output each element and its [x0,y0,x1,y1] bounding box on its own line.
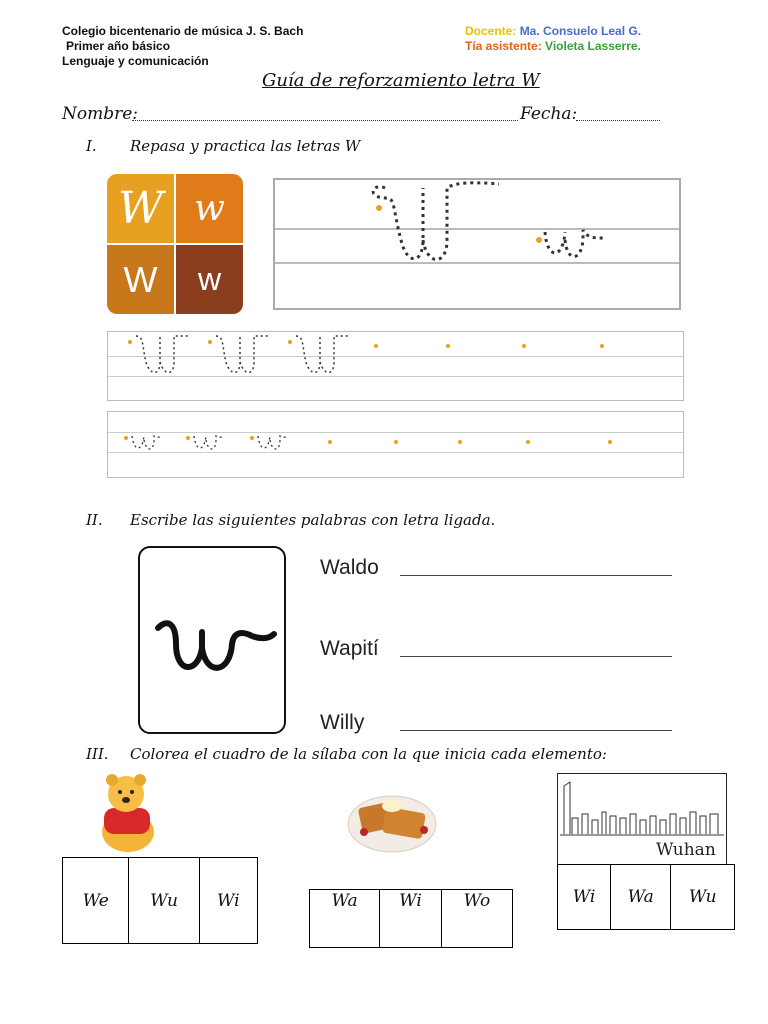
tile-uppercase-cursive: W [107,174,174,243]
practice-strip-lowercase[interactable] [107,411,684,478]
syllable-option[interactable]: Wu [129,858,199,944]
teacher-name: Ma. Consuelo Leal G. [519,24,642,38]
tile-lowercase-cursive: w [176,174,243,243]
grade: Primer año básico [66,39,171,53]
date-line[interactable] [576,120,660,121]
letter-tiles [107,174,243,314]
word-wapiti: Wapití [320,637,379,660]
section-one-number: I. [86,137,97,155]
worksheet-title: Guía de reforzamiento letra W [262,70,540,91]
tile-lowercase-print: w [176,245,243,314]
header-left [62,24,303,69]
winnie-pooh-image [92,772,162,854]
syllable-option[interactable]: Wo [441,890,512,948]
section-one-instruction: Repasa y practica las letras W [130,137,361,155]
syllable-option[interactable]: Wa [310,890,380,948]
practice-uppercase-guides [108,332,683,400]
syllable-option[interactable]: Wi [558,865,611,930]
tracing-letter-w-guide [275,180,679,308]
section-three-number: III. [86,745,109,763]
practice-strip-uppercase[interactable] [107,331,684,401]
assistant-name: Violeta Lasserre. [545,39,641,53]
section-three-instruction: Colorea el cuadro de la sílaba con la que inicia cada elemento: [130,745,607,763]
syllable-option[interactable]: Wi [380,890,442,948]
tile-uppercase-print: W [107,245,174,314]
write-line-waldo[interactable] [400,575,672,576]
wuhan-image-frame [557,773,727,865]
tracing-box-large[interactable] [273,178,681,310]
wuhan-caption: Wuhan [656,840,716,860]
cursive-w-figure [140,548,284,732]
big-letter-card [138,546,286,734]
word-waldo: Waldo [320,556,379,579]
name-label: Nombre: [62,104,139,124]
word-willy: Willy [320,711,365,734]
school-name: Colegio bicentenario de música J. S. Bach [62,24,304,38]
syllable-option[interactable]: We [63,858,129,944]
date-label: Fecha: [520,104,578,124]
teacher-label: Docente: [465,24,517,38]
header-right [465,24,641,54]
section-two-number: II. [86,511,103,529]
syllable-option[interactable]: Wa [611,865,671,930]
section-two-instruction: Escribe las siguientes palabras con letra ligada. [130,511,496,529]
name-line[interactable] [132,120,518,121]
syllable-table-wuhan [557,864,735,930]
waffles-image [346,780,438,854]
syllable-option[interactable]: Wi [199,858,257,944]
syllable-option[interactable]: Wu [671,865,735,930]
assistant-label: Tía asistente: [465,39,542,53]
syllable-table-pooh [62,857,258,944]
write-line-willy[interactable] [400,730,672,731]
subject: Lenguaje y comunicación [62,54,209,68]
syllable-table-waffles [309,889,513,948]
write-line-wapiti[interactable] [400,656,672,657]
practice-lowercase-guides [108,412,683,477]
